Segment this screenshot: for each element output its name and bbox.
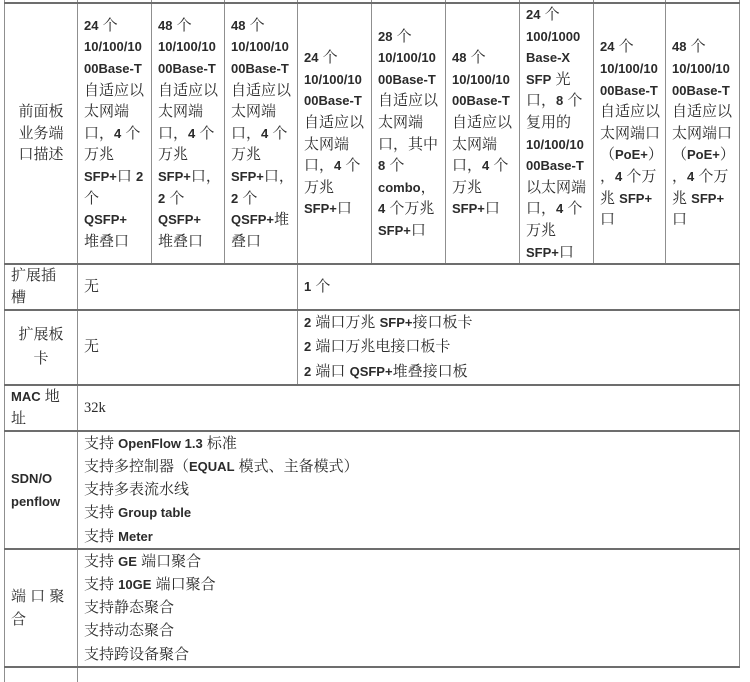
- front-panel-port-text-5: 28 个 10/100/10 00Base-T 自适应以 太网端 口，其中 8 个 combo， 4 个万兆 SFP+口: [378, 27, 439, 239]
- sdn-openflow-header-cell: [5, 431, 78, 549]
- port-aggregation-row: [5, 549, 740, 667]
- mac-address-row: [5, 385, 740, 431]
- expansion-card-header-label: 扩展板 卡: [18, 326, 64, 368]
- cropped-cell: [5, 667, 78, 682]
- sdn-openflow-row: [5, 431, 740, 549]
- sdn-openflow-list-cell: [78, 431, 740, 549]
- cropped-row-bottom: [5, 667, 740, 682]
- mac-address-value-text: 32k: [84, 399, 106, 416]
- expansion-slot-count-text: 1 个: [304, 278, 331, 296]
- front-panel-row: [5, 3, 740, 264]
- front-panel-port-text-8: 24 个 10/100/10 00Base-T 自适应以 太网端口 （PoE+） ，4 个万 兆 SFP+ 口: [600, 38, 663, 229]
- expansion-card-none-text: 无: [84, 338, 100, 356]
- front-panel-port-text-1: 24 个 10/100/10 00Base-T 自适应以 太网端 口，4 个 万兆 SFP+口 2 个 QSFP+ 堆叠口: [84, 16, 145, 250]
- port-aggregation-list-cell: [78, 549, 740, 667]
- spec-table: [4, 0, 740, 682]
- front-panel-port-cell-8: [594, 3, 666, 264]
- expansion-card-header-cell: [5, 310, 78, 385]
- expansion-slot-none-cell: [78, 264, 298, 310]
- cropped-cell: [78, 667, 740, 682]
- expansion-slot-header-label: 扩展插 槽: [11, 267, 57, 307]
- front-panel-header-cell: [5, 3, 78, 264]
- expansion-card-list-text: 2 端口万兆 SFP+接口板卡 2 端口万兆电接口板卡 2 端口 QSFP+堆叠接口板: [304, 314, 473, 380]
- front-panel-port-cell-3: [225, 3, 298, 264]
- front-panel-port-cell-2: [152, 3, 225, 264]
- expansion-slot-header-cell: [5, 264, 78, 310]
- mac-address-header-label: MAC 地 址: [11, 387, 60, 427]
- front-panel-port-cell-7: [520, 3, 594, 264]
- expansion-card-list-cell: [298, 310, 740, 385]
- port-aggregation-header-label: 端 口 聚 合: [11, 587, 65, 628]
- expansion-slot-none-text: 无: [84, 278, 100, 296]
- expansion-slot-count-cell: [298, 264, 740, 310]
- front-panel-port-text-2: 48 个 10/100/10 00Base-T 自适应以 太网端 口，4 个 万兆 SFP+口， 2 个 QSFP+ 堆叠口: [158, 16, 221, 250]
- front-panel-port-text-6: 48 个 10/100/10 00Base-T 自适应以 太网端 口，4 个 万兆 SFP+口: [452, 49, 513, 218]
- front-panel-port-text-4: 24 个 10/100/10 00Base-T 自适应以 太网端 口，4 个 万兆 SFP+口: [304, 49, 365, 218]
- front-panel-port-cell-5: [372, 3, 446, 264]
- front-panel-port-text-3: 48 个 10/100/10 00Base-T 自适应以 太网端 口，4 个 万兆 SFP+口， 2 个 QSFP+堆 叠口: [231, 16, 294, 250]
- front-panel-port-cell-1: [78, 3, 152, 264]
- expansion-slot-row: [5, 264, 740, 310]
- mac-address-value-cell: [78, 385, 740, 431]
- front-panel-port-cell-6: [446, 3, 520, 264]
- front-panel-port-text-7: 24 个 100/1000 Base-X SFP 光 口，8 个 复用的 10/100/10 00Base-T 以太网端 口，4 个 万兆 SFP+口: [526, 6, 587, 261]
- port-aggregation-header-cell: [5, 549, 78, 667]
- front-panel-port-cell-9: [666, 3, 740, 264]
- expansion-card-row: [5, 310, 740, 385]
- sdn-openflow-list-text: 支持 OpenFlow 1.3 标准 支持多控制器（EQUAL 模式、主备模式） 支持多表流水线 支持 Group table 支持 Meter: [84, 434, 359, 545]
- sdn-openflow-header-label: SDN/O penflow: [11, 470, 61, 509]
- front-panel-header-label: 前面板 业务端 口描述: [18, 103, 64, 164]
- port-aggregation-list-text: 支持 GE 端口聚合 支持 10GE 端口聚合 支持静态聚合 支持动态聚合 支持跨设备聚合: [84, 552, 216, 663]
- mac-address-header-cell: [5, 385, 78, 431]
- expansion-card-none-cell: [78, 310, 298, 385]
- front-panel-port-cell-4: [298, 3, 372, 264]
- front-panel-port-text-9: 48 个 10/100/10 00Base-T 自适应以 太网端口 （PoE+） ，4 个万 兆 SFP+ 口: [672, 38, 735, 229]
